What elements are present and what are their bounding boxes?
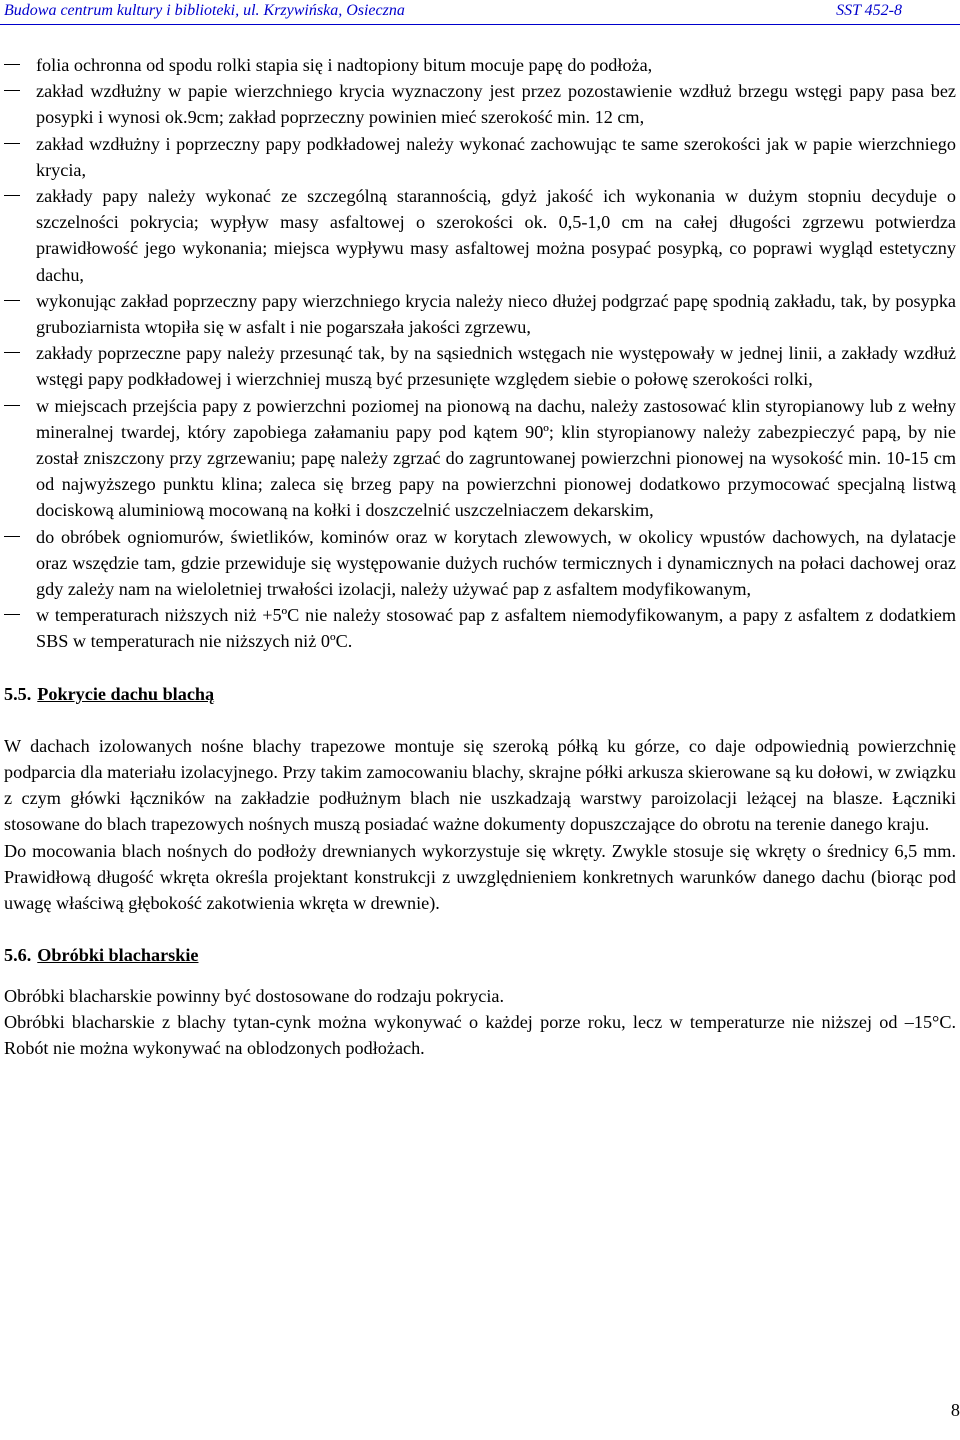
page-header	[0, 0, 960, 24]
list-item-text: zakłady poprzeczne papy należy przesunąć tak, by na sąsiednich wstęgach nie występowały w jednej linii, a zakłady wzdłuż wstęgi papy podkładowej i wierzchniej muszą być przesunięte względem siebie o połowę szerokości rolki,	[36, 343, 956, 390]
paragraph: Do mocowania blach nośnych do podłoży drewnianych wykorzystuje się wkręty. Zwykle stosuje się wkręty o średnicy 6,5 mm. Prawidłową długość wkręta określa projektant konstrukcji z uwzględnieniem konkretnych warunków danego dachu (biorąc pod uwagę właściwą głębokość zakotwienia wkręta w drewnie).	[4, 840, 956, 914]
page-number: 8	[950, 1400, 960, 1420]
dash-bullet-icon	[4, 64, 20, 65]
dash-bullet-icon	[4, 614, 20, 615]
dash-bullet-icon	[4, 195, 20, 196]
list-item	[4, 52, 956, 78]
list-item	[4, 340, 956, 392]
header-spec-code: SST 452-8	[836, 2, 902, 19]
list-item-text: w miejscach przejścia papy z powierzchni poziomej na pionową na dachu, należy zastosować klin styropianowy lub z wełny mineralnej twardej, który zapobiega załamaniu papy pod kątem 90º; klin styropianowy należy zabezpieczyć papą, by nie został zniszczony przy zgrzewaniu; papę należy zgrzać do zagruntowanej powierzchni pionowej na wysokość min. 10-15 cm od najwyższego punktu klina; zaleca się brzeg papy na powierzchni pionowej dodatkowo przymocować specjalną listwą dociskową aluminiową mocowaną na kołki i doszczelnić uszczelniaczem dekarskim,	[36, 395, 956, 521]
dash-bullet-icon	[4, 405, 20, 406]
list-item	[4, 78, 956, 130]
header-rule	[0, 24, 960, 25]
section-heading-5-5	[4, 681, 956, 707]
paragraph: Obróbki blacharskie z blachy tytan-cynk można wykonywać o każdej porze roku, lecz w temperaturze nie niższej od –15°C. Robót nie można wykonywać na oblodzonych podłożach.	[4, 1011, 956, 1058]
section-number: 5.5.	[4, 683, 32, 704]
list-item-text: zakład wzdłużny i poprzeczny papy podkładowej należy wykonać zachowując te same szerokości jak w papie wierzchniego krycia,	[36, 133, 956, 180]
dash-bullet-icon	[4, 143, 20, 144]
list-item-text: do obróbek ogniomurów, świetlików, kominów oraz w korytach zlewowych, w okolicy wpustów dachowych, na dylatacje oraz wszędzie tam, gdzie przewiduje się występowanie dużych ruchów termicznych i dynamicznych na połaci dachowej oraz gdy zależy nam na wieloletniej trwałości izolacji, należy używać pap z asfaltem modyfikowanym,	[36, 526, 956, 600]
page-content	[4, 52, 956, 1061]
dash-bullet-icon	[4, 300, 20, 301]
list-item	[4, 183, 956, 288]
list-item-text: zakład wzdłużny w papie wierzchniego krycia wyznaczony jest przez pozostawienie wzdłuż brzegu wstęgi papy pasa bez posypki i wynosi ok.9cm; zakład poprzeczny powinien mieć szerokość min. 12 cm,	[36, 81, 956, 128]
list-item-text: folia ochronna od spodu rolki stapia się i nadtopiony bitum mocuje papę do podłoża,	[36, 55, 653, 75]
paragraph: W dachach izolowanych nośne blachy trapezowe montuje się szeroką półką ku górze, co daje odpowiednią powierzchnię podparcia dla materiału izolacyjnego. Przy takim zamocowaniu blachy, skrajne półki arkusza skierowane są ku dołowi, w związku z czym główki łączników na zakładzie podłużnym blach nie uszkadzają warstwy paroizolacji leżącej na blasze. Łączniki stosowane do blach trapezowych nośnych muszą posiadać ważne dokumenty dopuszczające do obrotu na terenie danego kraju.	[4, 735, 956, 835]
dash-bullet-icon	[4, 352, 20, 353]
paragraph: Obróbki blacharskie powinny być dostosowane do rodzaju pokrycia.	[4, 985, 505, 1006]
list-item	[4, 524, 956, 603]
requirements-list	[4, 52, 956, 655]
list-item-text: zakłady papy należy wykonać ze szczególną starannością, gdyż jakość ich wykonania w dużym stopniu decyduje o szczelności pokrycia; wypływ masy asfaltowej o szerokości ok. 0,5-1,0 cm na całej długości zgrzewu potwierdza prawidłowość jego wykonania; miejsca wypływu masy asfaltowej można posypać posypką, co poprawi wygląd estetyczny dachu,	[36, 186, 956, 285]
list-item	[4, 288, 956, 340]
dash-bullet-icon	[4, 536, 20, 537]
dash-bullet-icon	[4, 90, 20, 91]
section-number: 5.6.	[4, 945, 32, 966]
list-item-text: wykonując zakład poprzeczny papy wierzchniego krycia należy nieco dłużej podgrzać papę spodnią zakładu, tak, by posypka gruboziarnista wtopiła się w asfalt i nie pogarszała jakości zgrzewu,	[36, 290, 956, 338]
list-item	[4, 393, 956, 524]
section-heading-5-6	[4, 942, 956, 968]
list-item	[4, 602, 956, 654]
section-title: Obróbki blacharskie	[37, 945, 199, 966]
header-document-title: Budowa centrum kultury i biblioteki, ul. Krzywińska, Osieczna	[4, 2, 405, 19]
list-item	[4, 131, 956, 183]
section-title: Pokrycie dachu blachą	[37, 683, 215, 704]
list-item-text: w temperaturach niższych niż +5ºC nie należy stosować pap z asfaltem niemodyfikowanym, a papy z asfaltem z dodatkiem SBS w temperaturach nie niższych niż 0ºC.	[36, 605, 956, 652]
